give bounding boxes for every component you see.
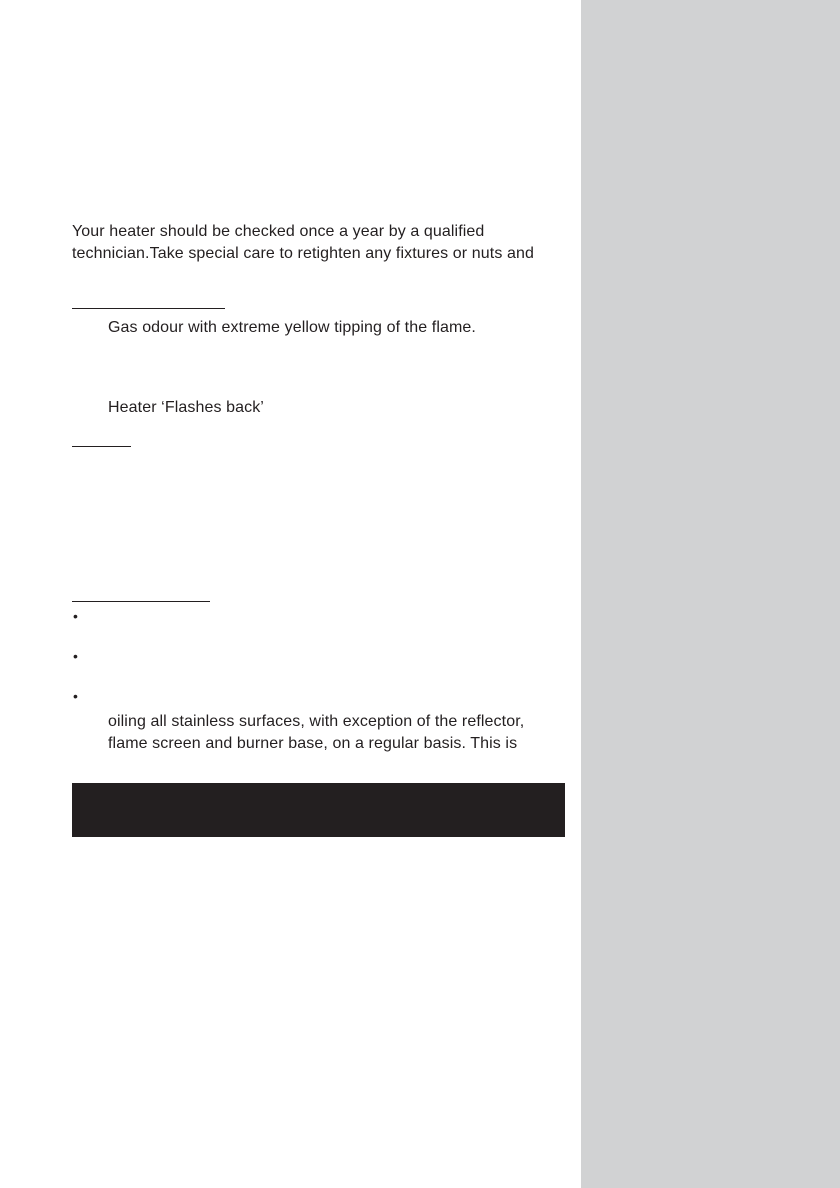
care-line-1: oiling all stainless surfaces, with exception of the reflector,	[108, 713, 525, 730]
intro-line-2: technician.Take special care to retighten any fixtures or nuts and	[72, 245, 534, 262]
section-banner	[72, 783, 565, 837]
heading-rule-1	[72, 308, 225, 309]
care-line-2: flame screen and burner base, on a regular basis. This is	[108, 735, 518, 752]
bullet-1: •	[73, 608, 78, 624]
bullet-2: •	[73, 648, 78, 664]
heading-rule-3	[72, 601, 210, 602]
problem-item-1: Gas odour with extreme yellow tipping of the flame.	[108, 319, 476, 336]
heading-rule-2	[72, 446, 131, 447]
sidebar-panel	[581, 0, 840, 1188]
intro-line-1: Your heater should be checked once a year by a qualified	[72, 223, 485, 240]
bullet-3: •	[73, 688, 78, 704]
problem-item-2: Heater ‘Flashes back’	[108, 399, 264, 416]
